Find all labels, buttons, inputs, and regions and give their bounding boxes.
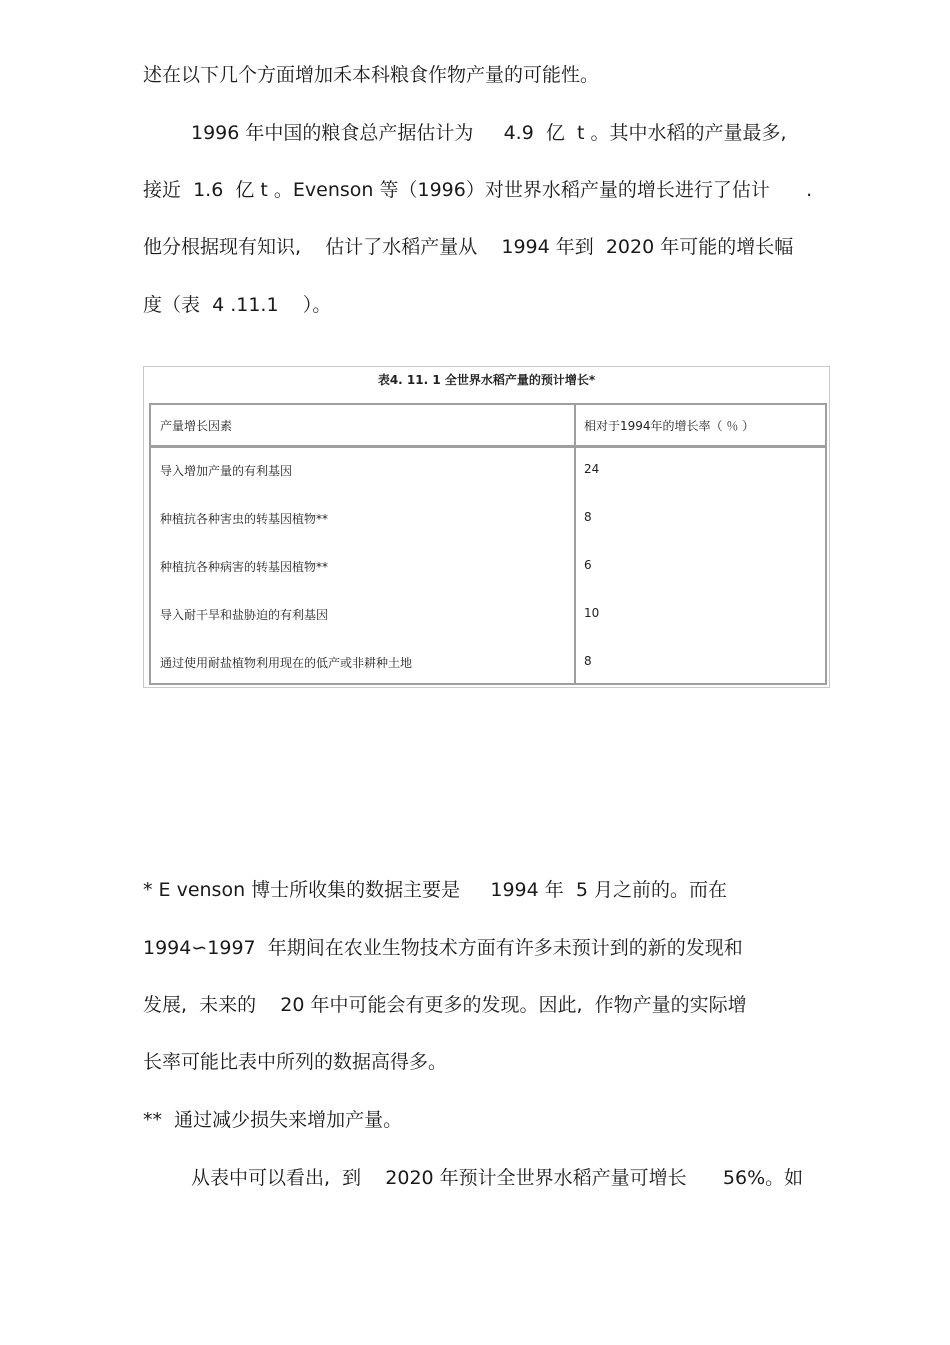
body-text-line: 他分根据现有知识, 估计了水稻产量从 1994 年到 2020 年可能的增长幅: [143, 236, 794, 258]
table-cell-rate: 8: [584, 654, 592, 668]
table-cell-factor: 通过使用耐盐植物利用现在的低产或非耕种土地: [160, 656, 413, 670]
footnote-line: ** 通过减少损失来增加产量。: [143, 1109, 403, 1131]
table-cell-rate: 6: [584, 558, 592, 572]
table-cell-rate: 10: [584, 606, 600, 620]
body-text-line: 1996 年中国的粮食总产据估计为 4.9 亿 t 。其中水稻的产量最多,: [191, 122, 787, 144]
table-cell-factor: 种植抗各种害虫的转基因植物**: [160, 512, 329, 526]
rice-yield-table: [143, 366, 830, 688]
table-caption: 表4. 11. 1 全世界水稻产量的预计增长*: [377, 373, 596, 387]
table-grid: [149, 403, 827, 685]
footnote-line: 长率可能比表中所列的数据高得多。: [143, 1051, 448, 1073]
header-divider: [151, 445, 825, 448]
body-text-line: 接近 1.6 亿 t 。Evenson 等（1996）对世界水稻产量的增长进行了估计 .: [143, 179, 813, 201]
table-header-factor: 产量增长因素: [160, 419, 233, 433]
footnote-line: * E venson 博士所收集的数据主要是 1994 年 5 月之前的。而在: [143, 879, 727, 901]
table-cell-factor: 导入耐干旱和盐胁迫的有利基因: [160, 608, 329, 622]
body-text-line: 度（表 4 .11.1 ）。: [143, 294, 332, 316]
table-cell-factor: 导入增加产量的有利基因: [160, 464, 293, 478]
table-cell-rate: 8: [584, 510, 592, 524]
footnote-line: 1994∽1997 年期间在农业生物技术方面有许多未预计到的新的发现和: [143, 937, 743, 959]
table-cell-rate: 24: [584, 462, 600, 476]
table-header-rate: 相对于1994年的增长率（ ％ ）: [584, 419, 755, 433]
body-text-line: 从表中可以看出, 到 2020 年预计全世界水稻产量可增长 56%。如: [191, 1167, 804, 1189]
table-cell-factor: 种植抗各种病害的转基因植物**: [160, 560, 329, 574]
footnote-line: 发展, 未来的 20 年中可能会有更多的发现。因此, 作物产量的实际增: [143, 994, 747, 1016]
body-text-line: 述在以下几个方面增加禾本科粮食作物产量的可能性。: [143, 64, 600, 86]
